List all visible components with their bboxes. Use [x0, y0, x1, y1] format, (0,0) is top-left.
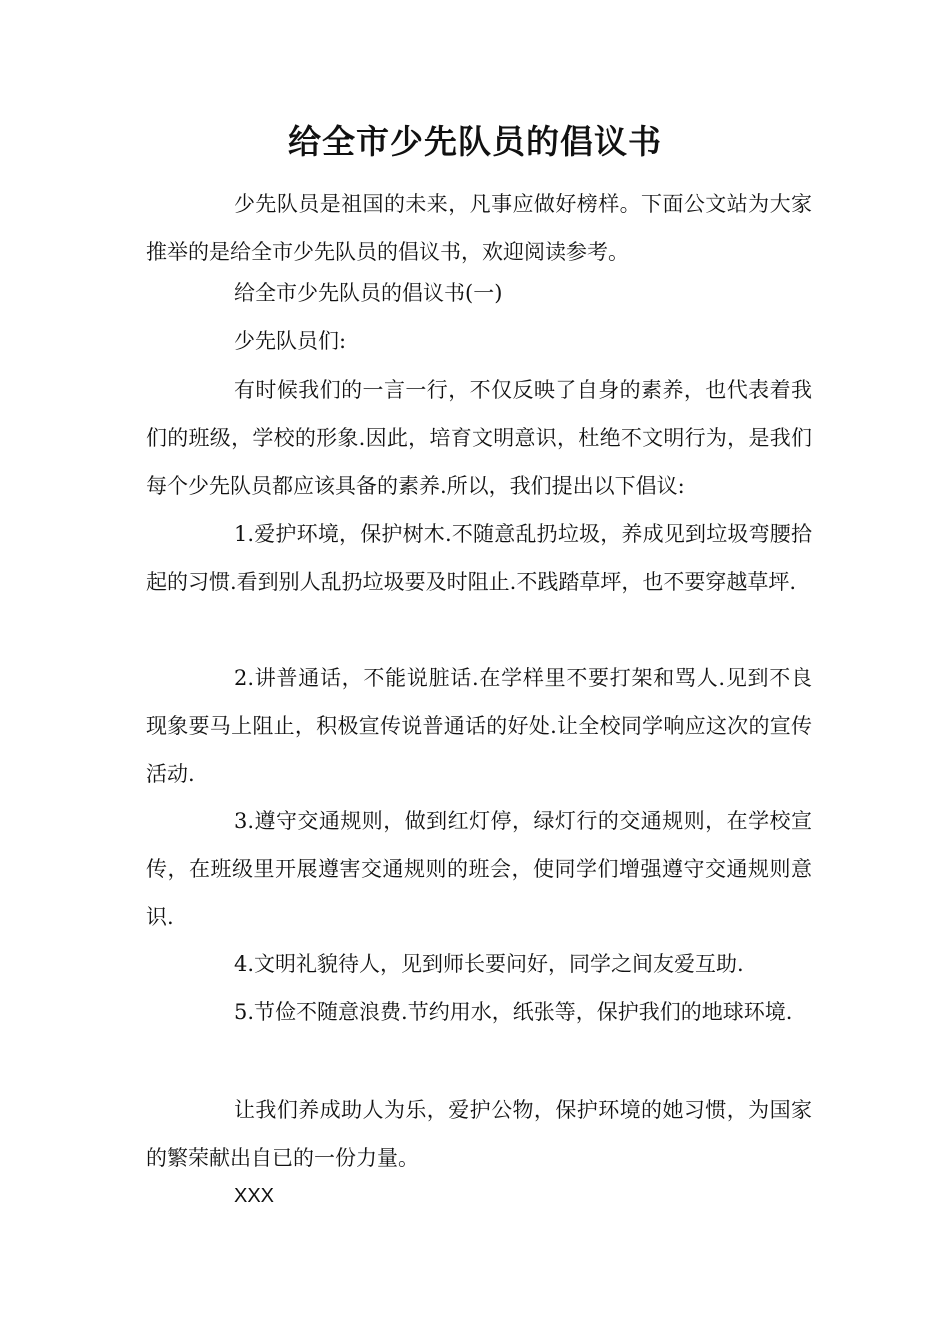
- signature: XXX: [234, 1185, 275, 1207]
- salutation: 少先队员们:: [234, 329, 347, 353]
- proposal-item-4: 4.文明礼貌待人，见到师长要问好，同学之间友爱互助.: [234, 952, 744, 976]
- closing-paragraph: 让我们养成助人为乐，爱护公物，保护环境的她习惯，为国家的繁荣献出自已的一份力量。: [146, 1098, 812, 1170]
- proposal-item-1: 1.爱护环境，保护树木.不随意乱扔垃圾，养成见到垃圾弯腰拾起的习惯.看到别人乱扔垃圾要及时阻止.不践踏草坪，也不要穿越草坪.: [146, 522, 812, 594]
- document-title: 给全市少先队员的倡议书: [288, 122, 662, 161]
- proposal-item-3: 3.遵守交通规则，做到红灯停，绿灯行的交通规则，在学校宣传，在班级里开展遵害交通规则的班会，使同学们增强遵守交通规则意识.: [146, 809, 812, 929]
- subtitle: 给全市少先队员的倡议书(一): [234, 281, 503, 305]
- proposal-item-5: 5.节俭不随意浪费.节约用水，纸张等，保护我们的地球环境.: [234, 1000, 793, 1024]
- opening-paragraph: 有时候我们的一言一行，不仅反映了自身的素养，也代表着我们的班级，学校的形象.因此，培育文明意识，杜绝不文明行为，是我们每个少先队员都应该具备的素养.所以，我们提出以下倡议:: [146, 378, 812, 498]
- intro-paragraph: 少先队员是祖国的未来，凡事应做好榜样。下面公文站为大家推举的是给全市少先队员的倡议书，欢迎阅读参考。: [146, 192, 812, 264]
- proposal-item-2: 2.讲普通话，不能说脏话.在学样里不要打架和骂人.见到不良现象要马上阻止，积极宣传说普通话的好处.让全校同学响应这次的宣传活动.: [146, 666, 812, 786]
